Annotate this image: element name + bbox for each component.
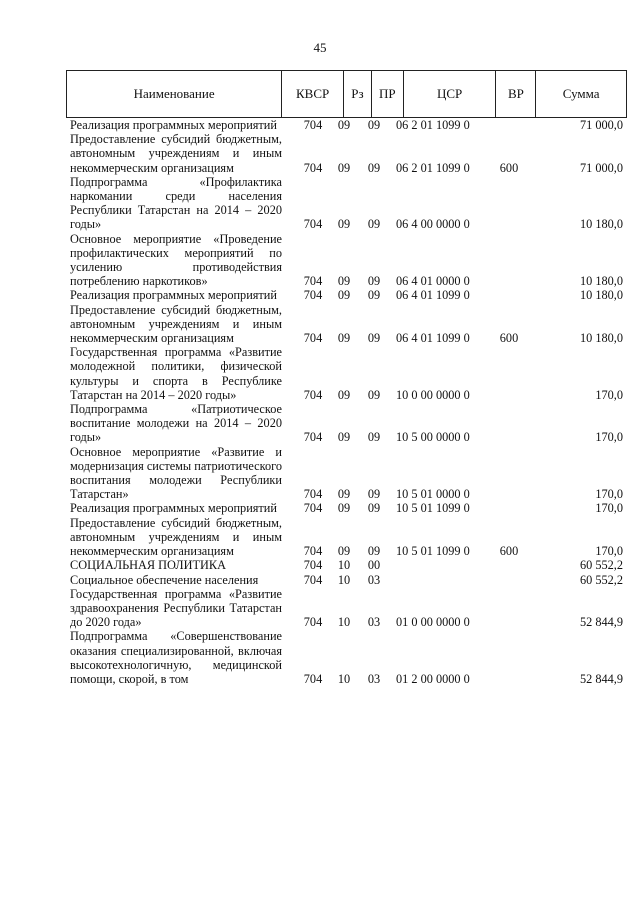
row-csr: 06 2 01 1099 0 <box>396 118 470 132</box>
row-vr: 600 <box>499 544 519 559</box>
header-pr: ПР <box>372 71 404 117</box>
row-kvsr: 704 <box>303 387 323 402</box>
row-pr: 03 <box>367 572 381 587</box>
header-vr: ВР <box>496 71 536 117</box>
table-row <box>66 558 627 572</box>
row-pr: 00 <box>367 558 381 573</box>
table-row <box>66 175 627 232</box>
row-csr: 06 2 01 1099 0 <box>396 160 470 175</box>
table-header <box>66 70 627 118</box>
row-pr: 09 <box>367 430 381 445</box>
row-csr: 10 5 01 1099 0 <box>396 544 470 559</box>
row-name: Основное мероприятие «Проведение профилактических мероприятий по усилению противодействия потреблению наркотиков» <box>70 231 282 289</box>
row-name: Подпрограмма «Патриотическое воспитание молодежи на 2014 – 2020 годы» <box>70 402 282 445</box>
table-row <box>66 288 627 302</box>
row-pr: 03 <box>367 671 381 686</box>
row-csr: 01 0 00 0000 0 <box>396 615 470 630</box>
row-kvsr: 704 <box>303 671 323 686</box>
row-sum: 52 844,9 <box>579 671 623 686</box>
row-name: Предоставление субсидий бюджетным, автономным учреждениям и иным некоммерческим организациям <box>70 132 282 175</box>
row-rz: 09 <box>337 217 351 232</box>
table-row <box>66 402 627 445</box>
row-name: Реализация программных мероприятий <box>70 118 277 132</box>
row-name: Подпрограмма «Профилактика наркомании среди населения Республики Татарстан на 2014 – 2020 годы» <box>70 174 282 232</box>
row-rz: 09 <box>337 118 351 132</box>
row-pr: 09 <box>367 217 381 232</box>
row-rz: 09 <box>337 274 351 289</box>
row-kvsr: 704 <box>303 615 323 630</box>
row-rz: 09 <box>337 487 351 502</box>
row-rz: 10 <box>337 572 351 587</box>
row-sum: 170,0 <box>595 430 623 445</box>
row-rz: 10 <box>337 671 351 686</box>
row-csr: 10 0 00 0000 0 <box>396 387 470 402</box>
row-name: Подпрограмма «Совершенствование оказания специализированной, включая высокотехнологичную, медицинской помощи, скорой, в том <box>70 629 282 686</box>
row-csr: 10 5 01 0000 0 <box>396 487 470 502</box>
table-row <box>66 345 627 402</box>
row-rz: 09 <box>337 160 351 175</box>
row-sum: 71 000,0 <box>579 118 623 132</box>
table-row <box>66 516 627 559</box>
table-row <box>66 587 627 630</box>
row-name: Основное мероприятие «Развитие и модернизация системы патриотического воспитания молодежи Республики Татарстан» <box>70 444 282 502</box>
row-sum: 170,0 <box>595 544 623 559</box>
header-csr: ЦСР <box>404 71 497 117</box>
row-kvsr: 704 <box>303 217 323 232</box>
row-sum: 10 180,0 <box>579 331 623 346</box>
header-rz: Рз <box>344 71 372 117</box>
row-kvsr: 704 <box>303 160 323 175</box>
row-sum: 10 180,0 <box>579 217 623 232</box>
row-pr: 09 <box>367 288 381 303</box>
row-pr: 09 <box>367 387 381 402</box>
table-row <box>66 132 627 175</box>
row-pr: 03 <box>367 615 381 630</box>
row-sum: 170,0 <box>595 501 623 516</box>
row-rz: 09 <box>337 430 351 445</box>
row-kvsr: 704 <box>303 572 323 587</box>
row-kvsr: 704 <box>303 274 323 289</box>
row-pr: 09 <box>367 118 381 132</box>
row-name: Предоставление субсидий бюджетным, автономным учреждениям и иным некоммерческим организациям <box>70 515 282 559</box>
row-pr: 09 <box>367 487 381 502</box>
row-rz: 09 <box>337 501 351 516</box>
row-rz: 09 <box>337 331 351 346</box>
page-number: 45 <box>313 40 327 55</box>
header-kvsr: КВСР <box>282 71 344 117</box>
row-csr: 10 5 00 0000 0 <box>396 430 470 445</box>
row-pr: 09 <box>367 274 381 289</box>
row-kvsr: 704 <box>303 118 323 132</box>
row-csr: 06 4 01 0000 0 <box>396 274 470 289</box>
row-sum: 71 000,0 <box>579 160 623 175</box>
row-pr: 09 <box>367 160 381 175</box>
row-sum: 52 844,9 <box>579 615 623 630</box>
row-name: Реализация программных мероприятий <box>70 288 277 303</box>
row-kvsr: 704 <box>303 430 323 445</box>
table-row <box>66 303 627 346</box>
table-row <box>66 573 627 587</box>
row-vr: 600 <box>499 331 519 346</box>
row-kvsr: 704 <box>303 544 323 559</box>
row-kvsr: 704 <box>303 487 323 502</box>
row-sum: 170,0 <box>595 387 623 402</box>
row-pr: 09 <box>367 501 381 516</box>
row-kvsr: 704 <box>303 288 323 303</box>
row-name: Государственная программа «Развитие здравоохранения Республики Татарстан до 2020 года» <box>70 586 282 630</box>
row-name: СОЦИАЛЬНАЯ ПОЛИТИКА <box>70 558 227 573</box>
row-rz: 09 <box>337 544 351 559</box>
row-sum: 60 552,2 <box>579 558 623 573</box>
row-sum: 10 180,0 <box>579 274 623 289</box>
header-name: Наименование <box>67 71 282 117</box>
row-kvsr: 704 <box>303 501 323 516</box>
row-csr: 06 4 00 0000 0 <box>396 217 470 232</box>
row-sum: 10 180,0 <box>579 288 623 303</box>
row-rz: 09 <box>337 288 351 303</box>
row-vr: 600 <box>499 160 519 175</box>
table-row <box>66 118 627 132</box>
table-body <box>66 118 627 686</box>
row-name: Предоставление субсидий бюджетным, автономным учреждениям и иным некоммерческим организациям <box>70 302 282 346</box>
row-sum: 170,0 <box>595 487 623 502</box>
table-row <box>66 232 627 289</box>
row-rz: 09 <box>337 387 351 402</box>
row-pr: 09 <box>367 544 381 559</box>
row-csr: 10 5 01 1099 0 <box>396 501 470 516</box>
table-row <box>66 629 627 686</box>
row-name: Социальное обеспечение населения <box>70 572 259 587</box>
row-csr: 01 2 00 0000 0 <box>396 671 470 686</box>
row-sum: 60 552,2 <box>579 572 623 587</box>
table-row <box>66 445 627 502</box>
row-name: Реализация программных мероприятий <box>70 501 277 516</box>
row-pr: 09 <box>367 331 381 346</box>
row-csr: 06 4 01 1099 0 <box>396 331 470 346</box>
table-row <box>66 501 627 515</box>
row-rz: 10 <box>337 558 351 573</box>
header-sum: Сумма <box>562 86 600 101</box>
row-rz: 10 <box>337 615 351 630</box>
row-kvsr: 704 <box>303 558 323 573</box>
row-kvsr: 704 <box>303 331 323 346</box>
row-name: Государственная программа «Развитие молодежной политики, физической культуры и спорта в Республике Татарстан на 2014 – 2020 годы» <box>70 345 282 402</box>
row-csr: 06 4 01 1099 0 <box>396 288 470 303</box>
